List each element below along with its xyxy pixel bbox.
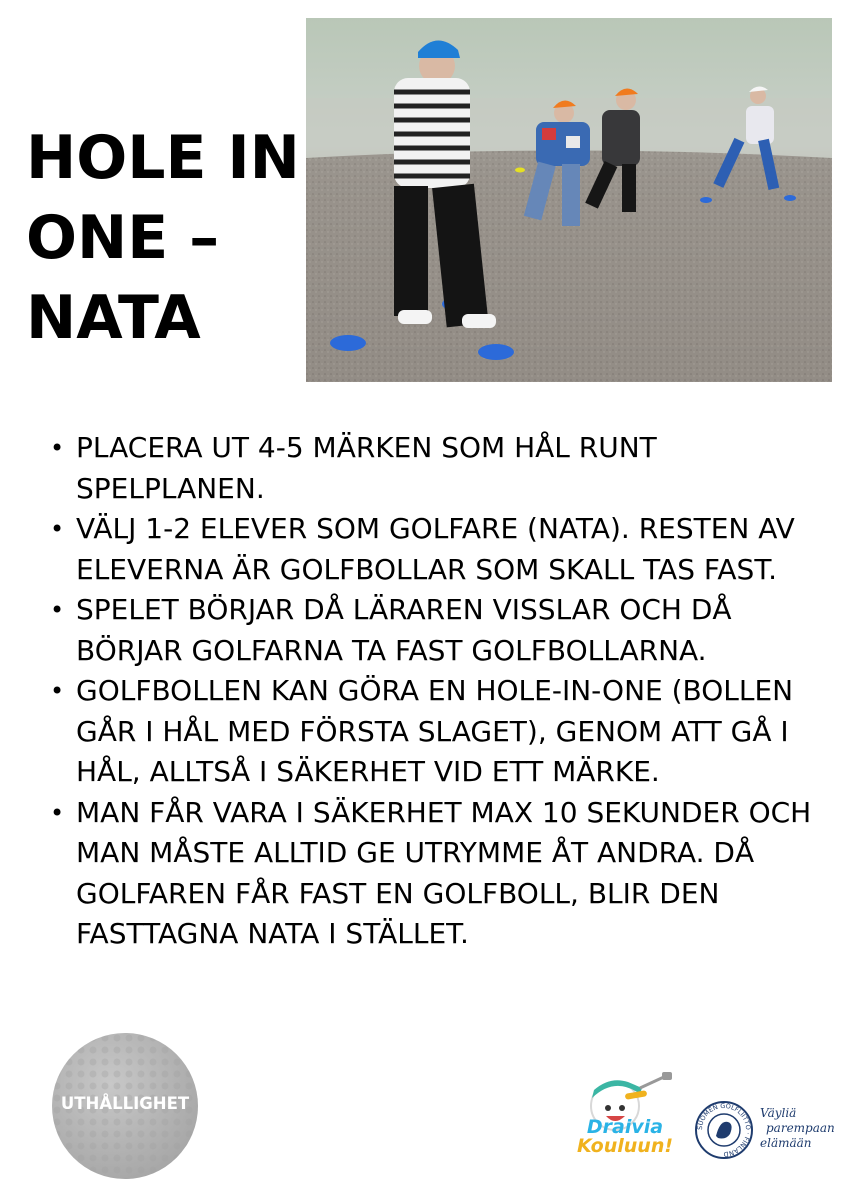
bullet-icon: • bbox=[50, 798, 65, 827]
draivia-logo-line: Kouluun! bbox=[576, 1135, 674, 1157]
slogan-line: parempaan bbox=[766, 1121, 835, 1135]
slogan bbox=[760, 1106, 840, 1151]
list-item: • GOLFBOLLEN KAN GÖRA EN HOLE-IN-ONE (BOLLEN GÅR I HÅL MED FÖRSTA SLAGET), GENOM ATT GÅ I HÅL, ALLTSÅ I SÄKERHET VID ETT MÄRKE. bbox=[48, 671, 828, 793]
photo-illustration bbox=[306, 18, 832, 382]
list-item: • SPELET BÖRJAR DÅ LÄRAREN VISSLAR OCH DÅ BÖRJAR GOLFARNA TA FAST GOLFBOLLARNA. bbox=[48, 590, 828, 671]
slogan-line: Väyliä bbox=[760, 1106, 797, 1120]
bullet-icon: • bbox=[50, 515, 65, 543]
title-line: NATA bbox=[26, 283, 201, 353]
category-badge-label: UTHÅLLIGHET bbox=[60, 1094, 190, 1113]
seal-ring-text: SUOMEN GOLFLIITTO · FINLAND bbox=[695, 1101, 753, 1159]
list-item: • PLACERA UT 4-5 MÄRKEN SOM HÅL RUNT SPELPLANEN. bbox=[48, 428, 828, 509]
draivia-logo-line: Draivia bbox=[586, 1116, 664, 1138]
activity-photo bbox=[306, 18, 832, 382]
slogan-line: elämään bbox=[760, 1136, 812, 1150]
title-line: ONE – bbox=[26, 203, 220, 273]
bullet-icon: • bbox=[50, 677, 65, 705]
list-item: • MAN FÅR VARA I SÄKERHET MAX 10 SEKUNDER OCH MAN MÅSTE ALLTID GE UTRYMME ÅT ANDRA. DÅ GOLFAREN FÅR FAST EN GOLFBOLL, BLIR DEN FASTTAGNA NATA I STÄLLET. bbox=[48, 793, 828, 955]
page-title bbox=[26, 118, 306, 358]
bullet-icon: • bbox=[50, 434, 65, 462]
bullet-icon: • bbox=[50, 596, 65, 624]
instruction-list bbox=[48, 428, 828, 955]
title-line: HOLE IN bbox=[26, 123, 300, 193]
draivia-logo-text bbox=[574, 1118, 676, 1156]
golf-federation-seal-icon bbox=[694, 1100, 754, 1160]
list-item: • VÄLJ 1-2 ELEVER SOM GOLFARE (NATA). RESTEN AV ELEVERNA ÄR GOLFBOLLAR SOM SKALL TAS FAST. bbox=[48, 509, 828, 590]
